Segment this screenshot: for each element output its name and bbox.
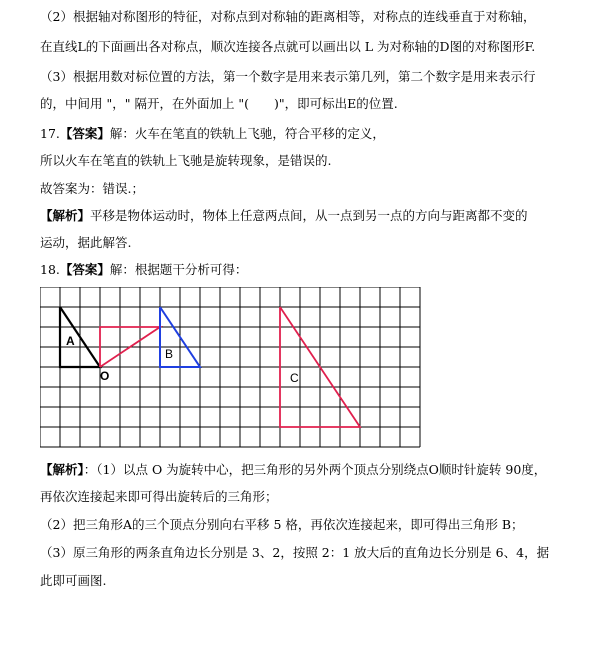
q17-analysis-line-2: 运动，据此解答.	[40, 235, 132, 250]
q17-line-3: 故答案为：错误.；	[40, 181, 144, 196]
q17-analysis-line	[40, 207, 528, 225]
para-3-line-1: （3）根据用数对标位置的方法，第一个数字是用来表示第几列，第二个数字是用来表示行	[40, 69, 536, 84]
q18-answer-line	[40, 261, 247, 279]
label-o: O	[100, 369, 110, 383]
para-2-line-2: 在直线L的下面画出各对称点，顺次连接各点就可以画出以 L 为对称轴的D图的对称图形F.	[40, 39, 536, 54]
q18-analysis-text-1: ：（1）以点 O 为旋转中心，把三角形的另外两个顶点分别绕点O顺时针旋转 90度，	[83, 462, 547, 477]
q17-analysis-text: 平移是物体运动时，物体上任意两点间，从一点到另一点的方向与距离都不变的	[90, 208, 528, 223]
q18-analysis-line-1	[40, 461, 546, 479]
q18-analysis-line-3: （3）原三角形的两条直角边长分别是 3、2，按照 2：1 放大后的直角边长分别是 6、4，据	[40, 545, 550, 560]
transformation-figure	[40, 287, 432, 457]
q18-number: 18.	[40, 262, 60, 277]
q17-analysis-tag: 【解析】	[40, 208, 91, 223]
para-2-line-1: （2）根据轴对称图形的特征，对称点到对称轴的距离相等，对称点的连线垂直于对称轴，	[40, 9, 536, 24]
q17-answer-text: 解：火车在笔直的铁轨上飞驰，符合平移的定义，	[109, 126, 385, 141]
grid-svg	[40, 287, 432, 453]
q18-analysis-line-1b: 再依次连接起来即可得出旋转后的三角形；	[40, 489, 278, 504]
q18-analysis-tag: 【解析】	[40, 462, 84, 477]
label-b: B	[165, 347, 174, 361]
label-c: C	[290, 371, 299, 385]
q17-line-2: 所以火车在笔直的铁轨上飞驰是旋转现象，是错误的.	[40, 153, 332, 168]
q17-answer-tag: 【答案】	[59, 126, 110, 141]
q17-answer-line	[40, 125, 385, 143]
para-3-line-2: 的，中间用 "，" 隔开，在外面加上 "( )"，即可标出E的位置.	[40, 96, 398, 111]
label-a: A	[66, 334, 75, 348]
q18-analysis-line-3b: 此即可画图.	[40, 573, 107, 588]
q18-analysis-line-2: （2）把三角形A的三个顶点分别向右平移 5 格，再依次连接起来，即可得出三角形 B；	[40, 517, 524, 532]
q18-answer-tag: 【答案】	[59, 262, 110, 277]
q18-answer-text: 解：根据题干分析可得：	[109, 262, 248, 277]
q17-number: 17.	[40, 126, 60, 141]
